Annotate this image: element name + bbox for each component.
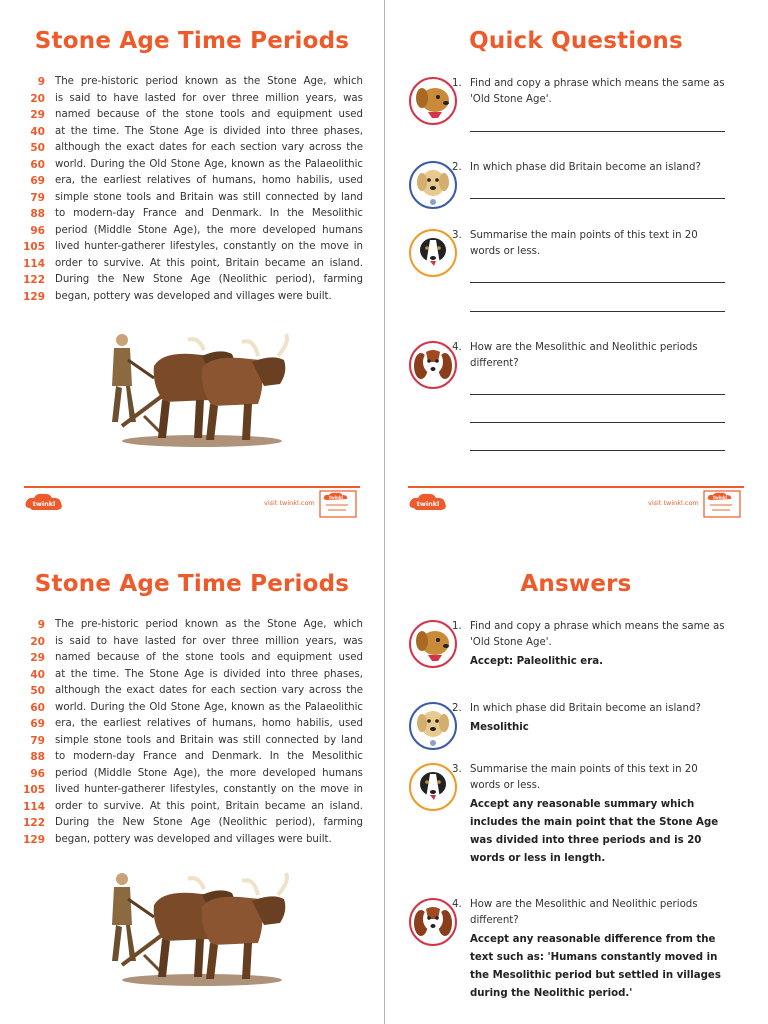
line-word-count: 9 xyxy=(37,76,45,88)
line-word-count: 60 xyxy=(30,158,45,171)
passage-line xyxy=(18,272,363,289)
line-word-count: 69 xyxy=(30,718,45,730)
line-text: world. During the Old Stone Age, known as the Palaeolithic xyxy=(55,701,363,713)
passage-line xyxy=(18,832,363,849)
line-text: began, pottery was developed and villages were built. xyxy=(55,290,332,302)
twinkl-logo-icon xyxy=(408,492,448,514)
answer-text: Accept: Paleolithic era. xyxy=(470,656,603,667)
answers-card xyxy=(384,543,768,1024)
question-number: 4. xyxy=(452,342,462,353)
line-text: to modern-day France and Denmark. In the Mesolithic xyxy=(55,208,363,219)
answer-line[interactable] xyxy=(470,422,725,423)
question-text: Summarise the main points of this text in 20 words or less. xyxy=(470,230,698,257)
line-text: is said to have lasted for over three million years, was xyxy=(55,92,363,104)
spaniel-avatar-icon xyxy=(408,340,458,390)
passage-line xyxy=(18,634,363,651)
line-text: although the exact dates for each section vary across the xyxy=(55,142,363,153)
answers-title: Answers xyxy=(520,571,632,597)
passage-line xyxy=(18,173,363,190)
line-word-count: 40 xyxy=(30,125,45,138)
answer-text: Mesolithic xyxy=(470,722,529,733)
line-word-count: 96 xyxy=(30,767,45,780)
golden-retriever-avatar-icon xyxy=(408,76,458,126)
passage-line xyxy=(18,617,363,634)
line-word-count: 20 xyxy=(30,92,45,105)
line-word-count: 129 xyxy=(23,833,45,846)
ox-plough-illustration xyxy=(92,865,292,990)
question-text xyxy=(470,897,730,1003)
passage-line xyxy=(18,782,363,799)
line-word-count: 122 xyxy=(23,274,45,286)
line-word-count: 29 xyxy=(30,109,45,121)
passage-body xyxy=(18,617,363,848)
passage-line xyxy=(18,124,363,141)
answer-line[interactable] xyxy=(470,131,725,132)
line-word-count: 69 xyxy=(30,175,45,187)
answer-line[interactable] xyxy=(470,282,725,283)
collie-avatar-icon xyxy=(408,762,458,812)
badge-text: twinkl xyxy=(713,495,727,500)
line-word-count: 79 xyxy=(30,191,45,204)
twinkl-badge-icon xyxy=(314,489,359,519)
passage-line xyxy=(18,223,363,240)
answer-line[interactable] xyxy=(470,450,725,451)
questions-title: Quick Questions xyxy=(469,28,683,54)
question-text xyxy=(470,762,730,868)
passage-line xyxy=(18,239,363,256)
line-text: order to survive. At this point, Britain became an island. xyxy=(55,800,363,812)
line-word-count: 114 xyxy=(23,800,45,813)
line-text: to modern-day France and Denmark. In the Mesolithic xyxy=(55,751,363,762)
passage-card-bottom xyxy=(0,543,384,1024)
passage-line xyxy=(18,766,363,783)
question-number: 1. xyxy=(452,78,462,89)
line-text: simple stone tools and Britain was still connected by land xyxy=(55,734,363,746)
line-text: period (Middle Stone Age), the more developed humans xyxy=(55,767,363,779)
line-word-count: 20 xyxy=(30,635,45,648)
line-text: began, pottery was developed and villages were built. xyxy=(55,833,332,845)
question-prompt: Find and copy a phrase which means the same as 'Old Stone Age'. xyxy=(470,621,725,648)
twinkl-logo-icon xyxy=(24,492,64,514)
logo-text: twinkl xyxy=(416,500,440,508)
line-word-count: 50 xyxy=(30,685,45,697)
badge-text: twinkl xyxy=(329,495,343,500)
question-number: 3. xyxy=(452,764,462,775)
question-number: 1. xyxy=(452,621,462,632)
passage-line xyxy=(18,733,363,750)
footer-rule xyxy=(408,486,744,488)
passage-title: Stone Age Time Periods xyxy=(34,28,350,54)
line-word-count: 79 xyxy=(30,734,45,747)
question-prompt: Summarise the main points of this text in 20 words or less. xyxy=(470,764,698,791)
questions-card xyxy=(384,0,768,520)
line-text: During the New Stone Age (Neolithic period), farming xyxy=(55,817,363,828)
ox-plough-illustration xyxy=(92,326,292,451)
line-text: is said to have lasted for over three million years, was xyxy=(55,635,363,647)
passage-line xyxy=(18,74,363,91)
line-word-count: 29 xyxy=(30,652,45,664)
passage-line xyxy=(18,667,363,684)
line-text: era, the earliest relatives of humans, homo habilis, used xyxy=(55,175,363,186)
question-text: In which phase did Britain become an island? xyxy=(470,162,701,173)
passage-line xyxy=(18,815,363,832)
logo-text: twinkl xyxy=(32,500,56,508)
line-text: simple stone tools and Britain was still connected by land xyxy=(55,191,363,203)
line-text: at the time. The Stone Age is divided into three phases, xyxy=(55,125,363,137)
passage-line xyxy=(18,190,363,207)
question-number: 4. xyxy=(452,899,462,910)
question-number: 2. xyxy=(452,162,462,173)
question-prompt: In which phase did Britain become an island? xyxy=(470,703,701,714)
line-text: although the exact dates for each section vary across the xyxy=(55,685,363,696)
passage-line xyxy=(18,700,363,717)
passage-card-top xyxy=(0,0,384,520)
question-text: How are the Mesolithic and Neolithic periods different? xyxy=(470,342,698,369)
line-text: lived hunter-gatherer lifestyles, constantly on the move in xyxy=(55,784,363,795)
spaniel-avatar-icon xyxy=(408,897,458,947)
labrador-avatar-icon xyxy=(408,160,458,210)
passage-line xyxy=(18,256,363,273)
question-text xyxy=(470,701,730,737)
line-word-count: 9 xyxy=(37,619,45,631)
line-word-count: 50 xyxy=(30,142,45,154)
passage-line xyxy=(18,206,363,223)
passage-line xyxy=(18,683,363,700)
answer-text: Accept any reasonable difference from the text such as: 'Humans constantly moved in the Mesolithic period but settled in villages during the Neolithic period.' xyxy=(470,934,721,999)
passage-line xyxy=(18,650,363,667)
line-word-count: 60 xyxy=(30,701,45,714)
question-number: 3. xyxy=(452,230,462,241)
line-word-count: 88 xyxy=(30,751,45,763)
passage-line xyxy=(18,749,363,766)
line-text: During the New Stone Age (Neolithic period), farming xyxy=(55,274,363,285)
passage-line xyxy=(18,289,363,306)
passage-line xyxy=(18,140,363,157)
line-text: order to survive. At this point, Britain became an island. xyxy=(55,257,363,269)
line-word-count: 114 xyxy=(23,257,45,270)
passage-line xyxy=(18,799,363,816)
passage-line xyxy=(18,157,363,174)
line-word-count: 105 xyxy=(23,241,45,253)
passage-line xyxy=(18,91,363,108)
line-text: named because of the stone tools and equipment used xyxy=(55,109,363,120)
question-text: Find and copy a phrase which means the same as 'Old Stone Age'. xyxy=(470,78,725,105)
passage-body xyxy=(18,74,363,305)
passage-line xyxy=(18,107,363,124)
line-text: named because of the stone tools and equipment used xyxy=(55,652,363,663)
visit-link[interactable]: visit twinkl.com xyxy=(648,499,699,507)
visit-link[interactable]: visit twinkl.com xyxy=(264,499,315,507)
golden-retriever-avatar-icon xyxy=(408,619,458,669)
answer-text: Accept any reasonable summary which includes the main point that the Stone Age was divided into three periods and is 20 words or less in length. xyxy=(470,799,719,864)
question-number: 2. xyxy=(452,703,462,714)
question-text xyxy=(470,619,730,671)
twinkl-badge-icon xyxy=(698,489,743,519)
line-word-count: 129 xyxy=(23,290,45,303)
answer-line[interactable] xyxy=(470,311,725,312)
line-text: The pre-historic period known as the Stone Age, which xyxy=(55,76,363,87)
line-word-count: 88 xyxy=(30,208,45,220)
line-text: at the time. The Stone Age is divided into three phases, xyxy=(55,668,363,680)
passage-line xyxy=(18,716,363,733)
footer-rule xyxy=(24,486,360,488)
answer-line[interactable] xyxy=(470,198,725,199)
line-text: lived hunter-gatherer lifestyles, constantly on the move in xyxy=(55,241,363,252)
line-text: world. During the Old Stone Age, known as the Palaeolithic xyxy=(55,158,363,170)
line-word-count: 96 xyxy=(30,224,45,237)
question-prompt: How are the Mesolithic and Neolithic periods different? xyxy=(470,899,698,926)
line-word-count: 122 xyxy=(23,817,45,829)
line-text: era, the earliest relatives of humans, homo habilis, used xyxy=(55,718,363,729)
line-text: The pre-historic period known as the Stone Age, which xyxy=(55,619,363,630)
answer-line[interactable] xyxy=(470,394,725,395)
passage-title: Stone Age Time Periods xyxy=(34,571,350,597)
line-word-count: 105 xyxy=(23,784,45,796)
line-text: period (Middle Stone Age), the more developed humans xyxy=(55,224,363,236)
labrador-avatar-icon xyxy=(408,701,458,751)
collie-avatar-icon xyxy=(408,228,458,278)
line-word-count: 40 xyxy=(30,668,45,681)
